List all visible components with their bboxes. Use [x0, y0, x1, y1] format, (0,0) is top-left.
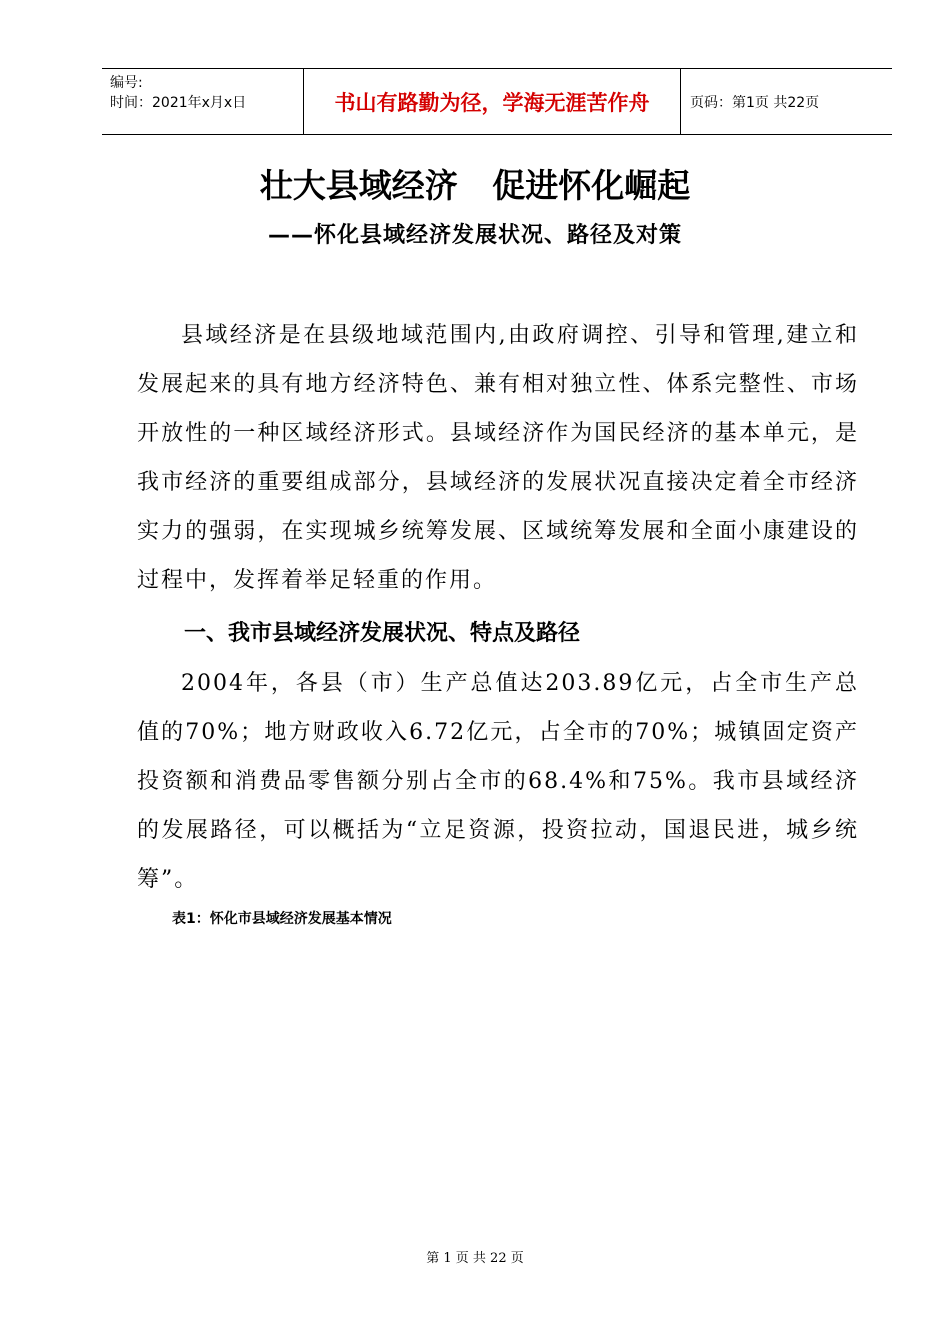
document-title: 壮大县域经济 促进怀化崛起	[259, 166, 691, 205]
page-footer: 第 1 页 共 22 页	[426, 1251, 524, 1266]
table-caption: 表1：怀化市县域经济发展基本情况	[172, 911, 392, 927]
time-label: 时间：2021年x月x日	[110, 95, 247, 111]
paragraph-intro: 县域经济是在县级地域范围内,由政府调控、引导和管理,建立和发展起来的具有地方经济特色、兼有相对独立性、体系完整性、市场开放性的一种区域经济形式。县域经济作为国民经济的基本单元，是我市经济的重要组成部分，县域经济的发展状况直接决定着全市经济实力的强弱，在实现城乡统筹发展、区域统筹发展和全面小康建设的过程中，发挥着举足轻重的作用。	[137, 323, 859, 593]
section-heading: 一、我市县域经济发展状况、特点及路径	[184, 621, 581, 646]
header-meta	[110, 73, 246, 113]
header-page-info: 页码：第1页 共22页	[690, 94, 820, 111]
paragraph-stats: 2004年，各县（市）生产总值达203.89亿元，占全市生产总值的70%；地方财政收入6.72亿元，占全市的70%；城镇固定资产投资额和消费品零售额分别占全市的68.4%和75%。我市县域经济的发展路径，可以概括为“立足资源，投资拉动，国退民进，城乡统筹”。	[137, 671, 859, 892]
document-header	[102, 68, 892, 135]
document-subtitle: ——怀化县域经济发展状况、路径及对策	[267, 223, 682, 248]
header-motto: 书山有路勤为径，学海无涯苦作舟	[334, 90, 650, 115]
number-label: 编号:	[110, 75, 143, 91]
header-divider	[680, 69, 681, 134]
